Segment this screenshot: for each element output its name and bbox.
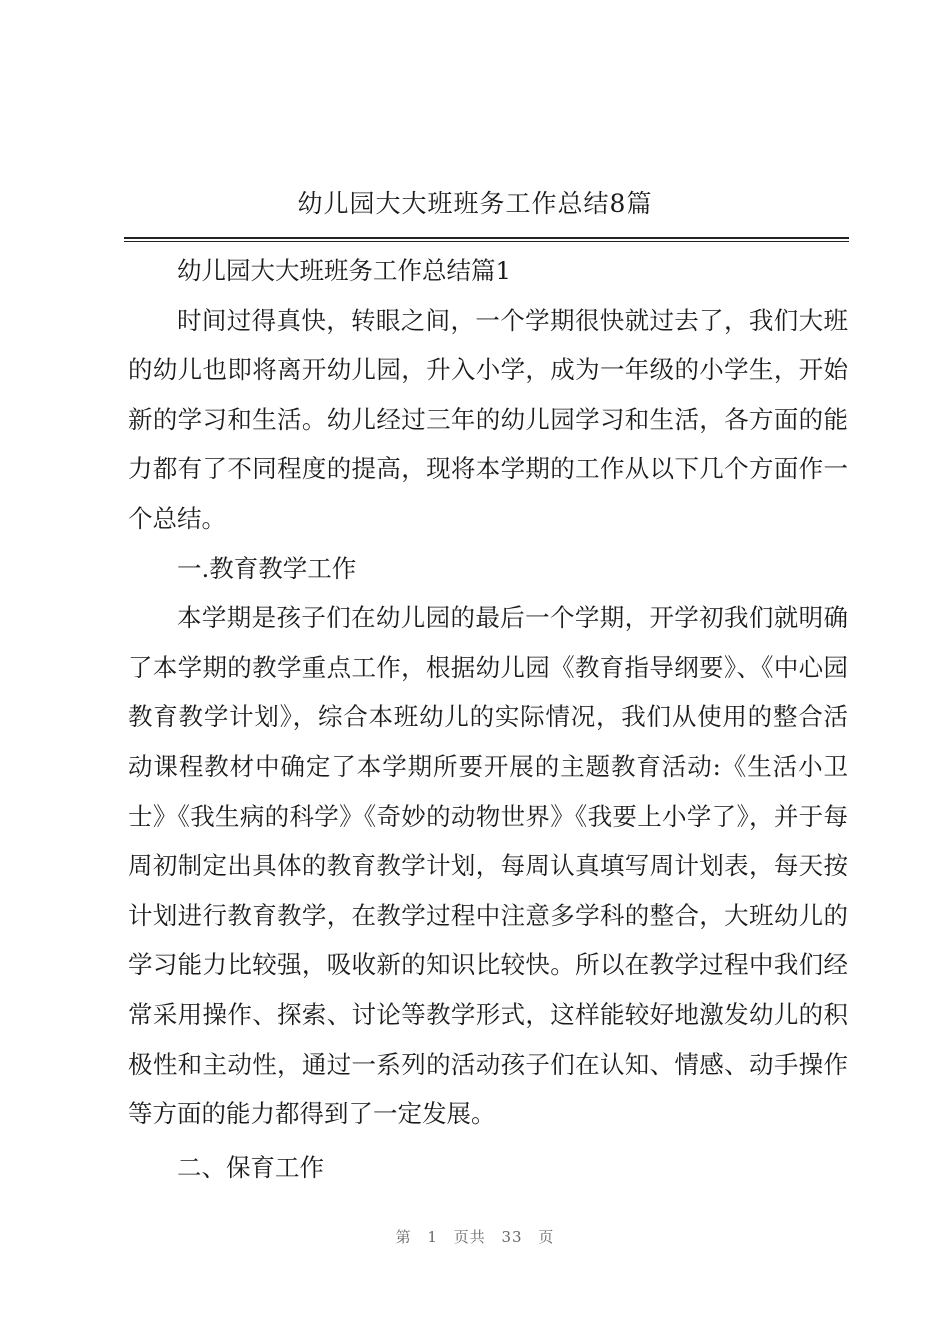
body-paragraph: 本学期是孩子们在幼儿园的最后一个学期，开学初我们就明确了本学期的教学重点工作，根据幼儿园《教育指导纲要》、《中心园教育教学计划》，综合本班幼儿的实际情况，我们从使用的整合活动课程教材中确定了本学期所要开展的主题教育活动:《生活小卫士》《我生病的科学》《奇妙的动物世界》《我要上小学了》，并于每周初制定出具体的教育教学计划，每周认真填写周计划表，每天按计划进行教育教学，在教学过程中注意多学科的整合，大班幼儿的学习能力比较强，吸收新的知识比较快。所以在教学过程中我们经常采用操作、探索、讨论等教学形式，这样能较好地激发幼儿的积极性和主动性，通过一系列的活动孩子们在认知、情感、动手操作等方面的能力都得到了一定发展。 [128, 603, 848, 1129]
document-title: 幼儿园大大班班务工作总结8篇 [297, 189, 653, 218]
page-footer: 第 1 页共 33 页 [395, 1228, 555, 1246]
section-heading: 幼儿园大大班班务工作总结篇1 [177, 256, 512, 285]
body-paragraph: 时间过得真快，转眼之间，一个学期很快就过去了，我们大班的幼儿也即将离开幼儿园，升入小学，成为一年级的小学生，开始新的学习和生活。幼儿经过三年的幼儿园学习和生活，各方面的能力都有了不同程度的提高，现将本学期的工作从以下几个方面作一个总结。 [128, 305, 848, 533]
title-rule-thick [124, 237, 849, 239]
title-rule-thin [124, 241, 849, 242]
section-heading: 二、保育工作 [177, 1152, 324, 1182]
document-body [128, 246, 848, 1192]
section-heading: 一.教育教学工作 [177, 553, 357, 583]
